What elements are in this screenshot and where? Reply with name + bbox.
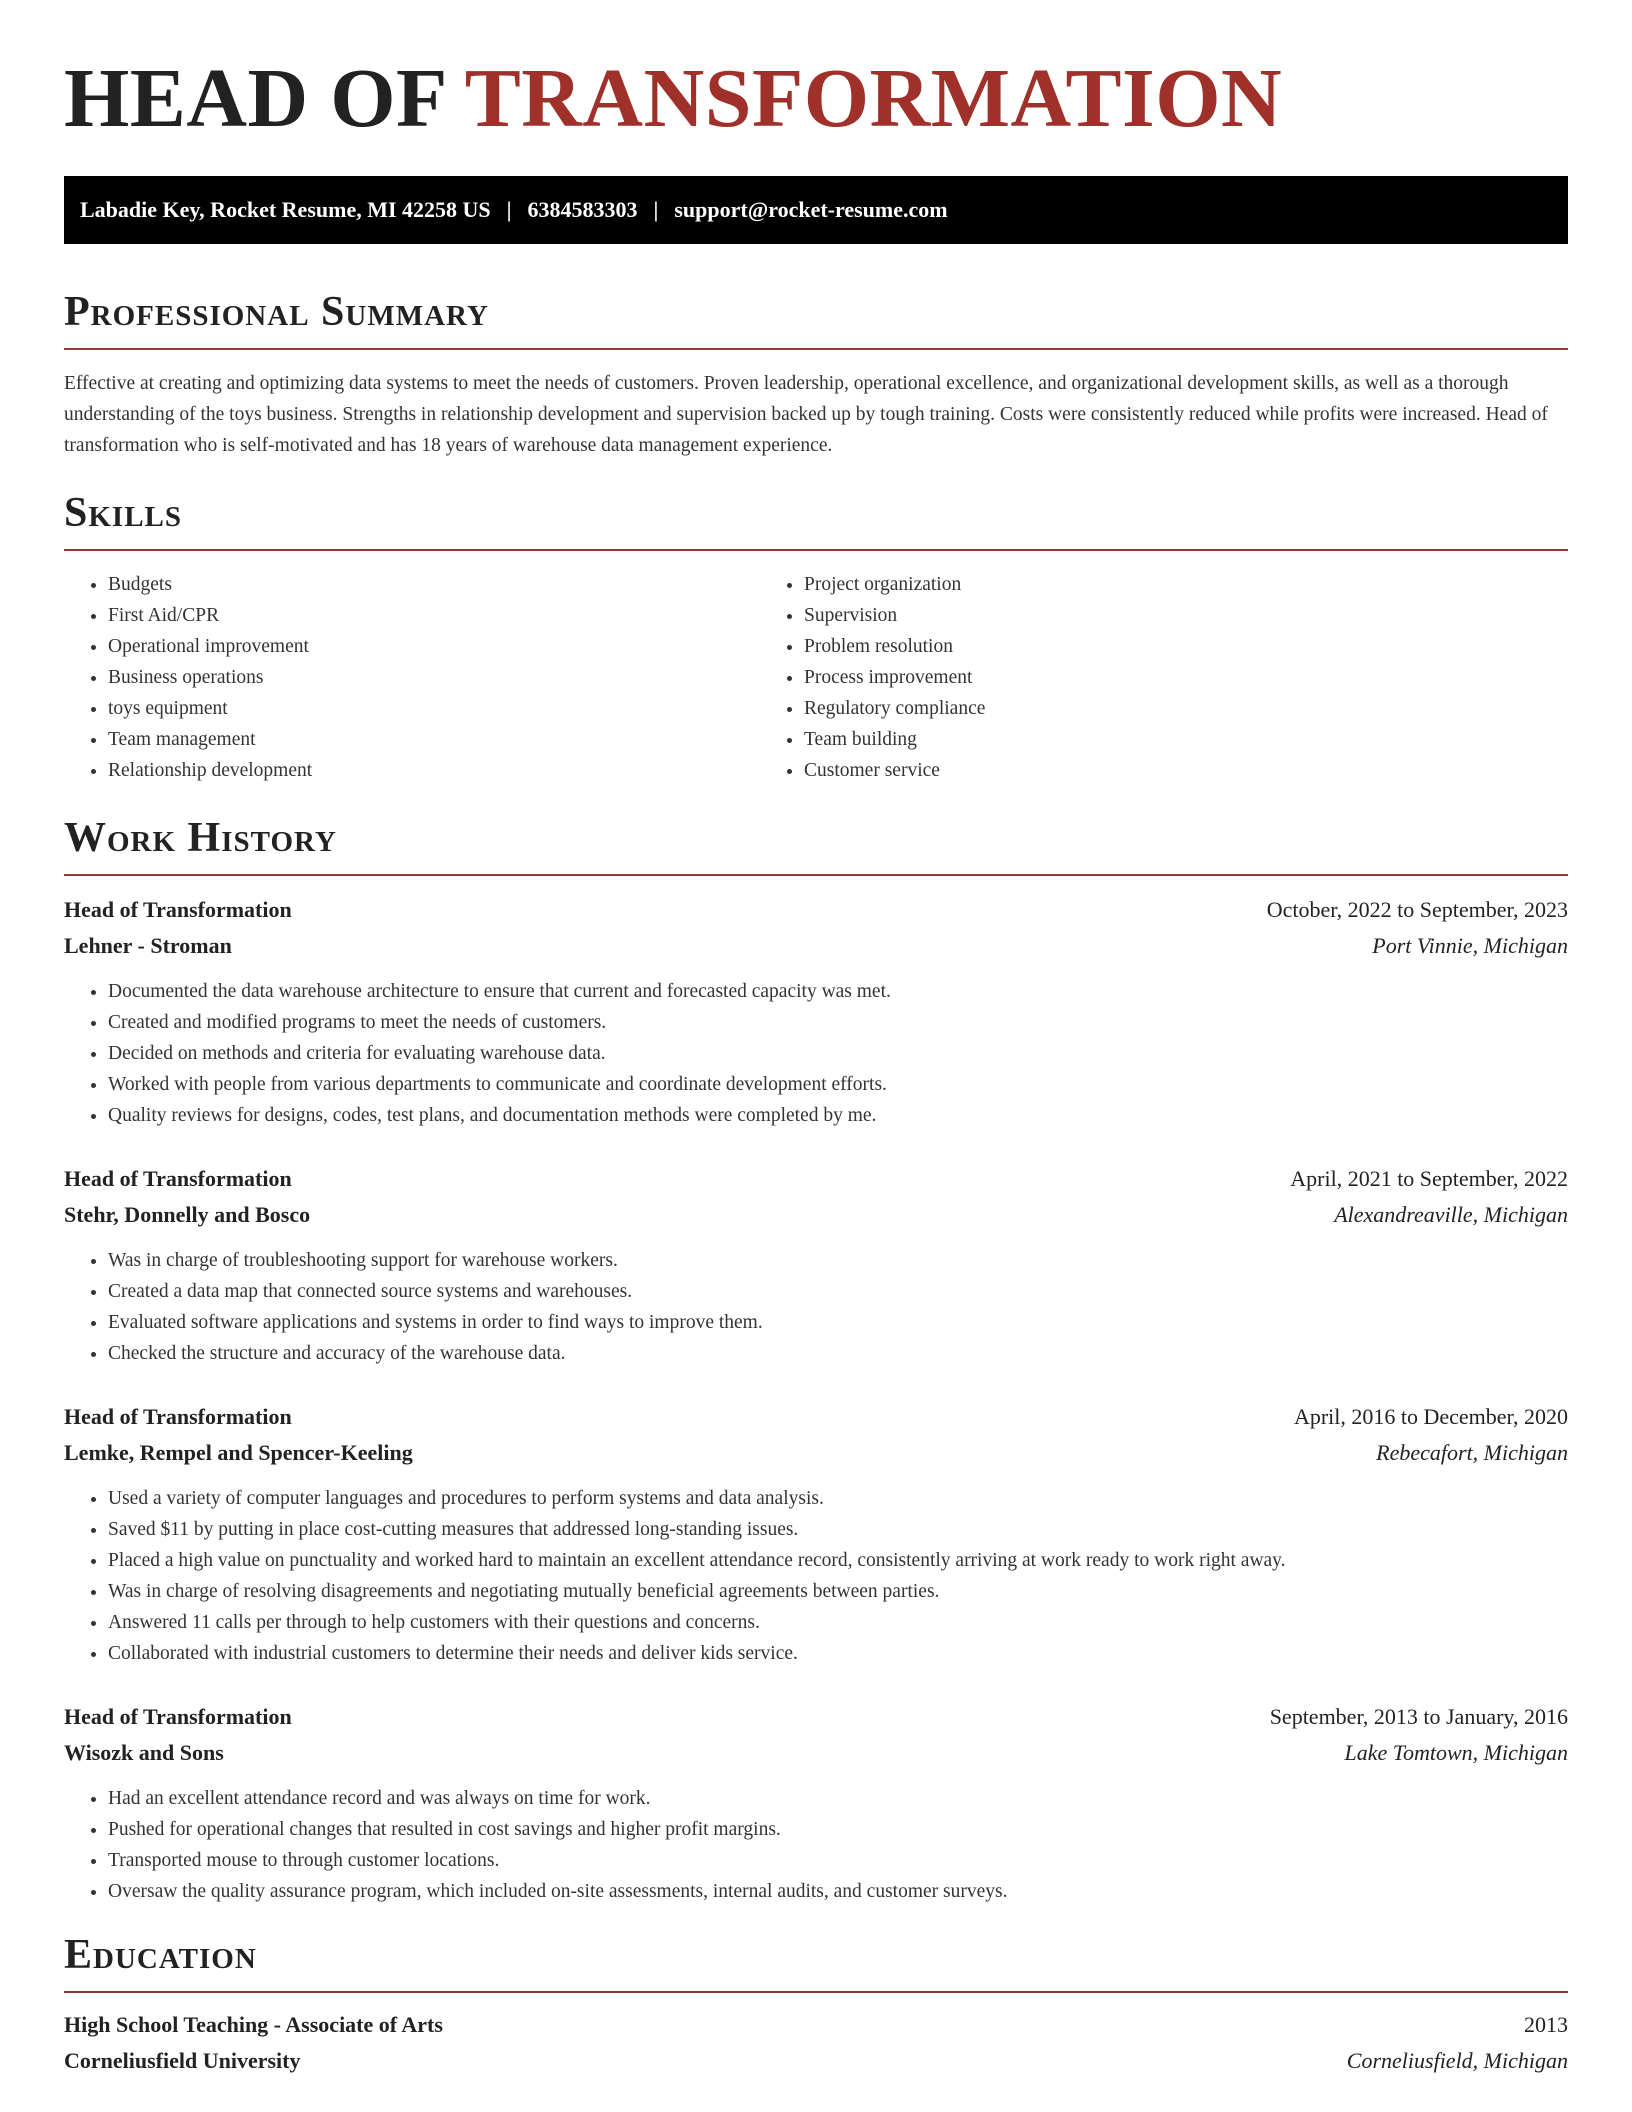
skill-item: • Supervision [804,600,1456,631]
summary-heading: Professional Summary [64,289,489,335]
education-school-row [64,2043,1568,2079]
education-heading: Education [64,1932,257,1978]
education-header-row [64,2007,1568,2043]
job-dates: September, 2013 to January, 2016 [1269,1704,1568,1729]
job-company-row [64,1435,1568,1471]
work-history-heading: Work History [64,815,337,861]
job-company-row [64,1735,1568,1771]
skill-item: • First Aid/CPR [108,600,760,631]
job-entry [64,1161,1568,1369]
job-entry [64,1399,1568,1669]
job-bullet: • Documented the data warehouse architecture to ensure that current and forecasted capacity was met. [108,976,1568,1007]
job-company: Wisozk and Sons [64,1740,224,1765]
skill-item: • Problem resolution [804,631,1456,662]
skill-item: • Business operations [108,662,760,693]
job-location: Alexandreaville, Michigan [1334,1202,1568,1227]
education-location: Corneliusfield, Michigan [1346,2048,1568,2073]
skill-item: • Regulatory compliance [804,693,1456,724]
resume-name [64,0,1568,145]
job-bullet: • Pushed for operational changes that resulted in cost savings and higher profit margins. [108,1814,1568,1845]
skills-heading: Skills [64,490,183,536]
skill-item: • Customer service [804,755,1456,786]
job-location: Port Vinnie, Michigan [1372,933,1568,958]
job-bullet: • Was in charge of resolving disagreements and negotiating mutually beneficial agreements between parties. [108,1576,1568,1607]
education-degree: High School Teaching - Associate of Arts [64,2012,443,2037]
skills-column-right [760,569,1456,786]
job-bullet: • Transported mouse to through customer locations. [108,1845,1568,1876]
contact-address: Labadie Key, Rocket Resume, MI 42258 US [80,197,491,222]
skill-item: • Relationship development [108,755,760,786]
job-bullet: • Checked the structure and accuracy of the warehouse data. [108,1338,1568,1369]
job-bullet: • Saved $11 by putting in place cost-cutting measures that addressed long-standing issues. [108,1514,1568,1545]
job-company-row [64,1197,1568,1233]
skill-item: • Process improvement [804,662,1456,693]
education-list [64,2007,1568,2079]
contact-bar [64,176,1568,244]
job-header-row [64,1161,1568,1197]
skill-item: • toys equipment [108,693,760,724]
job-company: Lehner - Stroman [64,933,232,958]
job-dates: October, 2022 to September, 2023 [1266,897,1568,922]
job-company: Lemke, Rempel and Spencer-Keeling [64,1440,413,1465]
contact-separator: | [506,197,512,222]
job-location: Lake Tomtown, Michigan [1344,1740,1568,1765]
job-bullet: • Collaborated with industrial customers to determine their needs and deliver kids service. [108,1638,1568,1669]
section-divider [64,549,1568,551]
job-bullet: • Was in charge of troubleshooting support for warehouse workers. [108,1245,1568,1276]
job-header-row [64,1399,1568,1435]
job-bullets [64,1783,1568,1907]
job-bullet: • Oversaw the quality assurance program, which included on-site assessments, internal audits, and customer surveys. [108,1876,1568,1907]
job-bullets [64,1245,1568,1369]
job-title: Head of Transformation [64,897,292,922]
summary-text: Effective at creating and optimizing data systems to meet the needs of customers. Proven leadership, operational excellence, and organizational development skills, as well as a thorough understanding of the toys business. Strengths in relationship development and supervision backed up by tough training. Costs were consistently reduced while profits were increased. Head of transformation who is self-motivated and has 18 years of warehouse data management experience. [64,373,1548,456]
job-dates: April, 2021 to September, 2022 [1290,1166,1568,1191]
job-bullets [64,1483,1568,1669]
section-divider [64,874,1568,876]
job-bullets [64,976,1568,1131]
job-bullet: • Placed a high value on punctuality and worked hard to maintain an excellent attendance record, consistently arriving at work ready to work right away. [108,1545,1568,1576]
skill-item: • Operational improvement [108,631,760,662]
job-company: Stehr, Donnelly and Bosco [64,1202,311,1227]
job-bullet: • Created a data map that connected source systems and warehouses. [108,1276,1568,1307]
skill-item: • Team management [108,724,760,755]
job-entry [64,1699,1568,1907]
job-bullet: • Had an excellent attendance record and was always on time for work. [108,1783,1568,1814]
skills-list [64,569,1568,786]
job-bullet: • Evaluated software applications and systems in order to find ways to improve them. [108,1307,1568,1338]
job-bullet: • Created and modified programs to meet the needs of customers. [108,1007,1568,1038]
section-divider [64,348,1568,350]
job-bullet: • Answered 11 calls per through to help customers with their questions and concerns. [108,1607,1568,1638]
skill-item: • Team building [804,724,1456,755]
job-header-row [64,892,1568,928]
skills-column-left [64,569,760,786]
contact-separator: | [653,197,659,222]
work-history-list [64,892,1568,1907]
job-title: Head of Transformation [64,1404,292,1429]
job-entry [64,892,1568,1131]
name-last: TRANSFORMATION [464,52,1283,145]
education-entry [64,2007,1568,2079]
job-location: Rebecafort, Michigan [1376,1440,1568,1465]
job-dates: April, 2016 to December, 2020 [1293,1404,1568,1429]
contact-email: support@rocket-resume.com [674,197,948,222]
skill-item: • Project organization [804,569,1456,600]
job-header-row [64,1699,1568,1735]
job-title: Head of Transformation [64,1704,292,1729]
job-bullet: • Worked with people from various departments to communicate and coordinate development efforts. [108,1069,1568,1100]
job-bullet: • Quality reviews for designs, codes, test plans, and documentation methods were completed by me. [108,1100,1568,1131]
job-bullet: • Used a variety of computer languages and procedures to perform systems and data analysis. [108,1483,1568,1514]
job-bullet: • Decided on methods and criteria for evaluating warehouse data. [108,1038,1568,1069]
name-first: HEAD OF [64,52,445,145]
job-title: Head of Transformation [64,1166,292,1191]
section-divider [64,1991,1568,1993]
contact-phone: 6384583303 [527,197,638,222]
education-school: Corneliusfield University [64,2048,301,2073]
skill-item: • Budgets [108,569,760,600]
job-company-row [64,928,1568,964]
education-year: 2013 [1524,2012,1568,2037]
